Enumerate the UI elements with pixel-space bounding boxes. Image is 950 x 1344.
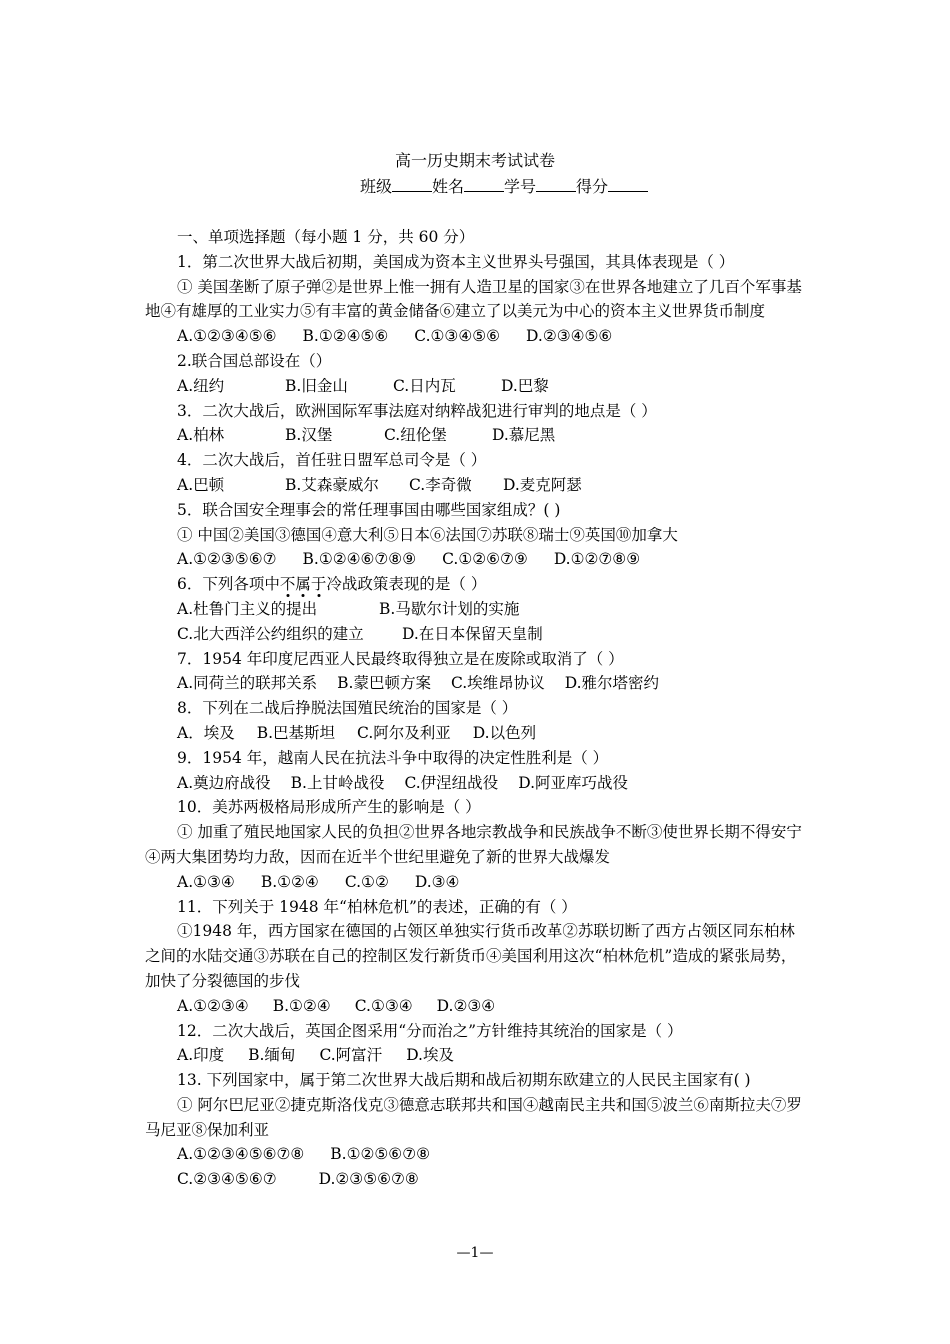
q6-option-a[interactable]: A.杜鲁门主义的提出 (177, 599, 318, 618)
q9-option-d[interactable]: D.阿亚库巧战役 (518, 773, 629, 792)
question-4-options (145, 473, 810, 498)
question-7-stem: 7．1954 年印度尼西亚人民最终取得独立是在废除或取消了（ ） (177, 649, 624, 668)
q3-option-a[interactable]: A.柏林 (177, 426, 225, 445)
question-2-options (145, 374, 810, 399)
q9-option-c[interactable]: C.伊涅纽战役 (404, 773, 499, 792)
q11-option-d[interactable]: D.②③④ (436, 996, 496, 1015)
q6-option-d[interactable]: D.在日本保留天皇制 (402, 624, 543, 643)
q10-option-c[interactable]: C.①② (344, 872, 389, 891)
question-6-options-row1 (145, 597, 810, 622)
q7-option-c[interactable]: C.埃维昂协议 (450, 674, 545, 693)
q1-option-c[interactable]: C.①③④⑤⑥ (414, 327, 501, 346)
question-11-options (145, 994, 810, 1019)
q13-option-d[interactable]: D.②③⑤⑥⑦⑧ (318, 1170, 419, 1189)
q9-option-a[interactable]: A.奠边府战役 (177, 773, 271, 792)
question-4-stem: 4．二次大战后，首任驻日盟军总司令是（ ） (177, 451, 487, 470)
q12-option-c[interactable]: C.阿富汗 (319, 1046, 383, 1065)
q12-option-a[interactable]: A.印度 (177, 1046, 225, 1065)
q13-option-b[interactable]: B.①②⑤⑥⑦⑧ (330, 1145, 430, 1164)
question-10-detail: ① 加重了殖民地国家人民的负担②世界各地宗教战争和民族战争不断③使世界长期不得安宁④两大集团势均力敌，因而在近半个世纪里避免了新的世界大战爆发 (145, 823, 802, 866)
q3-option-b[interactable]: B.汉堡 (285, 426, 333, 445)
question-10-options (145, 870, 810, 895)
q6-emphasis-char: 于 (310, 575, 327, 594)
question-11-stem: 11．下列关于 1948 年“柏林危机”的表述，正确的有（ ） (177, 897, 577, 916)
q8-option-c[interactable]: C.阿尔及利亚 (357, 723, 451, 742)
blank-score[interactable] (608, 177, 648, 192)
blank-name[interactable] (464, 177, 504, 192)
question-1-detail: ① 美国垄断了原子弹②是世界上惟一拥有人造卫星的国家③在世界各地建立了几百个军事基地④有雄厚的工业实力⑤有丰富的黄金储备⑥建立了以美元为中心的资本主义世界货币制度 (145, 277, 802, 321)
student-info-fields (360, 176, 648, 198)
q12-option-b[interactable]: B.缅甸 (248, 1046, 296, 1065)
q12-option-d[interactable]: D.埃及 (406, 1046, 454, 1065)
q13-option-a[interactable]: A.①②③④⑤⑥⑦⑧ (177, 1145, 305, 1164)
field-label-name: 姓名 (432, 177, 465, 196)
question-6-options-row2 (145, 622, 810, 647)
question-5-stem: 5．联合国安全理事会的常任理事国由哪些国家组成？( ) (177, 500, 561, 519)
q8-option-d[interactable]: D.以色列 (472, 723, 537, 742)
page-number: —1— (456, 1245, 494, 1261)
q8-option-b[interactable]: B.巴基斯坦 (256, 723, 336, 742)
blank-id[interactable] (536, 177, 576, 192)
question-8-options (145, 721, 810, 746)
question-13-options-row1 (145, 1142, 810, 1167)
question-1-options (145, 324, 810, 349)
field-label-class: 班级 (360, 177, 393, 196)
blank-class[interactable] (392, 177, 432, 192)
q5-option-b[interactable]: B.①②④⑥⑦⑧⑨ (302, 550, 417, 569)
question-13-detail: ① 阿尔巴尼亚②捷克斯洛伐克③德意志联邦共和国④越南民主共和国⑤波兰⑥南斯拉夫⑦罗马尼亚⑧保加利亚 (145, 1095, 802, 1139)
q1-option-a[interactable]: A.①②③④⑤⑥ (177, 327, 277, 346)
q5-option-a[interactable]: A.①②③⑤⑥⑦ (177, 550, 277, 569)
q2-option-b[interactable]: B.旧金山 (285, 376, 348, 395)
q10-option-d[interactable]: D.③④ (414, 872, 460, 891)
section-heading: 一、单项选择题（每小题 1 分，共 60 分） (177, 228, 475, 246)
q5-option-c[interactable]: C.①②⑥⑦⑨ (442, 550, 528, 569)
question-7-options (145, 671, 810, 696)
q2-option-a[interactable]: A.纽约 (177, 376, 225, 395)
question-1-stem: 1．第二次世界大战后初期，美国成为资本主义世界头号强国，其具体表现是（ ） (177, 252, 735, 271)
q6-emphasis-char: 不 (279, 575, 296, 594)
q1-option-b[interactable]: B.①②④⑤⑥ (302, 327, 389, 346)
q11-option-a[interactable]: A.①②③④ (177, 996, 249, 1015)
question-10-stem: 10．美苏两极格局形成所产生的影响是（ ） (177, 798, 481, 817)
q6-option-b[interactable]: B.马歇尔计划的实施 (379, 599, 520, 618)
question-9-options (145, 771, 810, 796)
question-13-options-row2 (145, 1167, 810, 1192)
q6-emphasis-char: 属 (295, 575, 311, 594)
q2-option-c[interactable]: C.日内瓦 (393, 376, 456, 395)
q4-option-d[interactable]: D.麦克阿瑟 (503, 475, 582, 494)
field-label-score: 得分 (576, 177, 609, 196)
q5-option-d[interactable]: D.①②⑦⑧⑨ (553, 550, 641, 569)
question-2-stem: 2.联合国总部设在（） (177, 351, 332, 370)
q3-option-c[interactable]: C.纽伦堡 (384, 426, 447, 445)
q4-option-a[interactable]: A.巴顿 (177, 475, 225, 494)
question-11-detail: ①1948 年，西方国家在德国的占领区单独实行货币改革②苏联切断了西方占领区同东柏林之间的水陆交通③苏联在自己的控制区发行新货币④美国利用这次“柏林危机”造成的紧张局势，加快了分裂德国的步伐 (145, 922, 797, 990)
question-12-stem: 12．二次大战后，英国企图采用“分而治之”方针维持其统治的国家是（ ） (177, 1021, 683, 1040)
q7-option-d[interactable]: D.雅尔塔密约 (564, 674, 660, 693)
q1-option-d[interactable]: D.②③④⑤⑥ (526, 327, 613, 346)
page-title: 高一历史期末考试试卷 (394, 151, 555, 170)
q8-option-a[interactable]: A．埃及 (177, 723, 235, 742)
question-6-stem (145, 572, 810, 597)
question-3-stem: 3．二次大战后，欧洲国际军事法庭对纳粹战犯进行审判的地点是（ ） (177, 401, 657, 420)
field-label-id: 学号 (504, 177, 537, 196)
q13-option-c[interactable]: C.②③④⑤⑥⑦ (177, 1170, 277, 1189)
question-5-options (145, 547, 810, 572)
q6-option-c[interactable]: C.北大西洋公约组织的建立 (177, 624, 364, 643)
question-13-stem: 13. 下列国家中，属于第二次世界大战后期和战后初期东欧建立的人民民主国家有( ) (177, 1071, 751, 1090)
question-12-options (145, 1043, 810, 1068)
q11-option-b[interactable]: B.①②④ (272, 996, 331, 1015)
question-3-options (145, 423, 810, 448)
q6-stem-pre: 6．下列各项中 (177, 575, 280, 594)
q2-option-d[interactable]: D.巴黎 (501, 376, 549, 395)
q9-option-b[interactable]: B.上甘岭战役 (290, 773, 385, 792)
question-9-stem: 9．1954 年，越南人民在抗法斗争中取得的决定性胜利是（ ） (177, 748, 609, 767)
q11-option-c[interactable]: C.①③④ (354, 996, 413, 1015)
q7-option-a[interactable]: A.同荷兰的联邦关系 (177, 674, 318, 693)
q7-option-b[interactable]: B.蒙巴顿方案 (337, 674, 431, 693)
question-list (145, 225, 810, 1192)
question-5-detail: ① 中国②美国③德国④意大利⑤日本⑥法国⑦苏联⑧瑞士⑨英国⑩加拿大 (177, 525, 678, 544)
q6-stem-post: 冷战政策表现的是（ ） (326, 575, 487, 594)
q4-option-c[interactable]: C.李奇微 (409, 475, 472, 494)
question-8-stem: 8．下列在二战后挣脱法国殖民统治的国家是（ ） (177, 699, 518, 718)
q3-option-d[interactable]: D.慕尼黑 (492, 426, 556, 445)
q10-option-a[interactable]: A.①③④ (177, 872, 235, 891)
q4-option-b[interactable]: B.艾森豪威尔 (285, 475, 379, 494)
q10-option-b[interactable]: B.①②④ (260, 872, 319, 891)
